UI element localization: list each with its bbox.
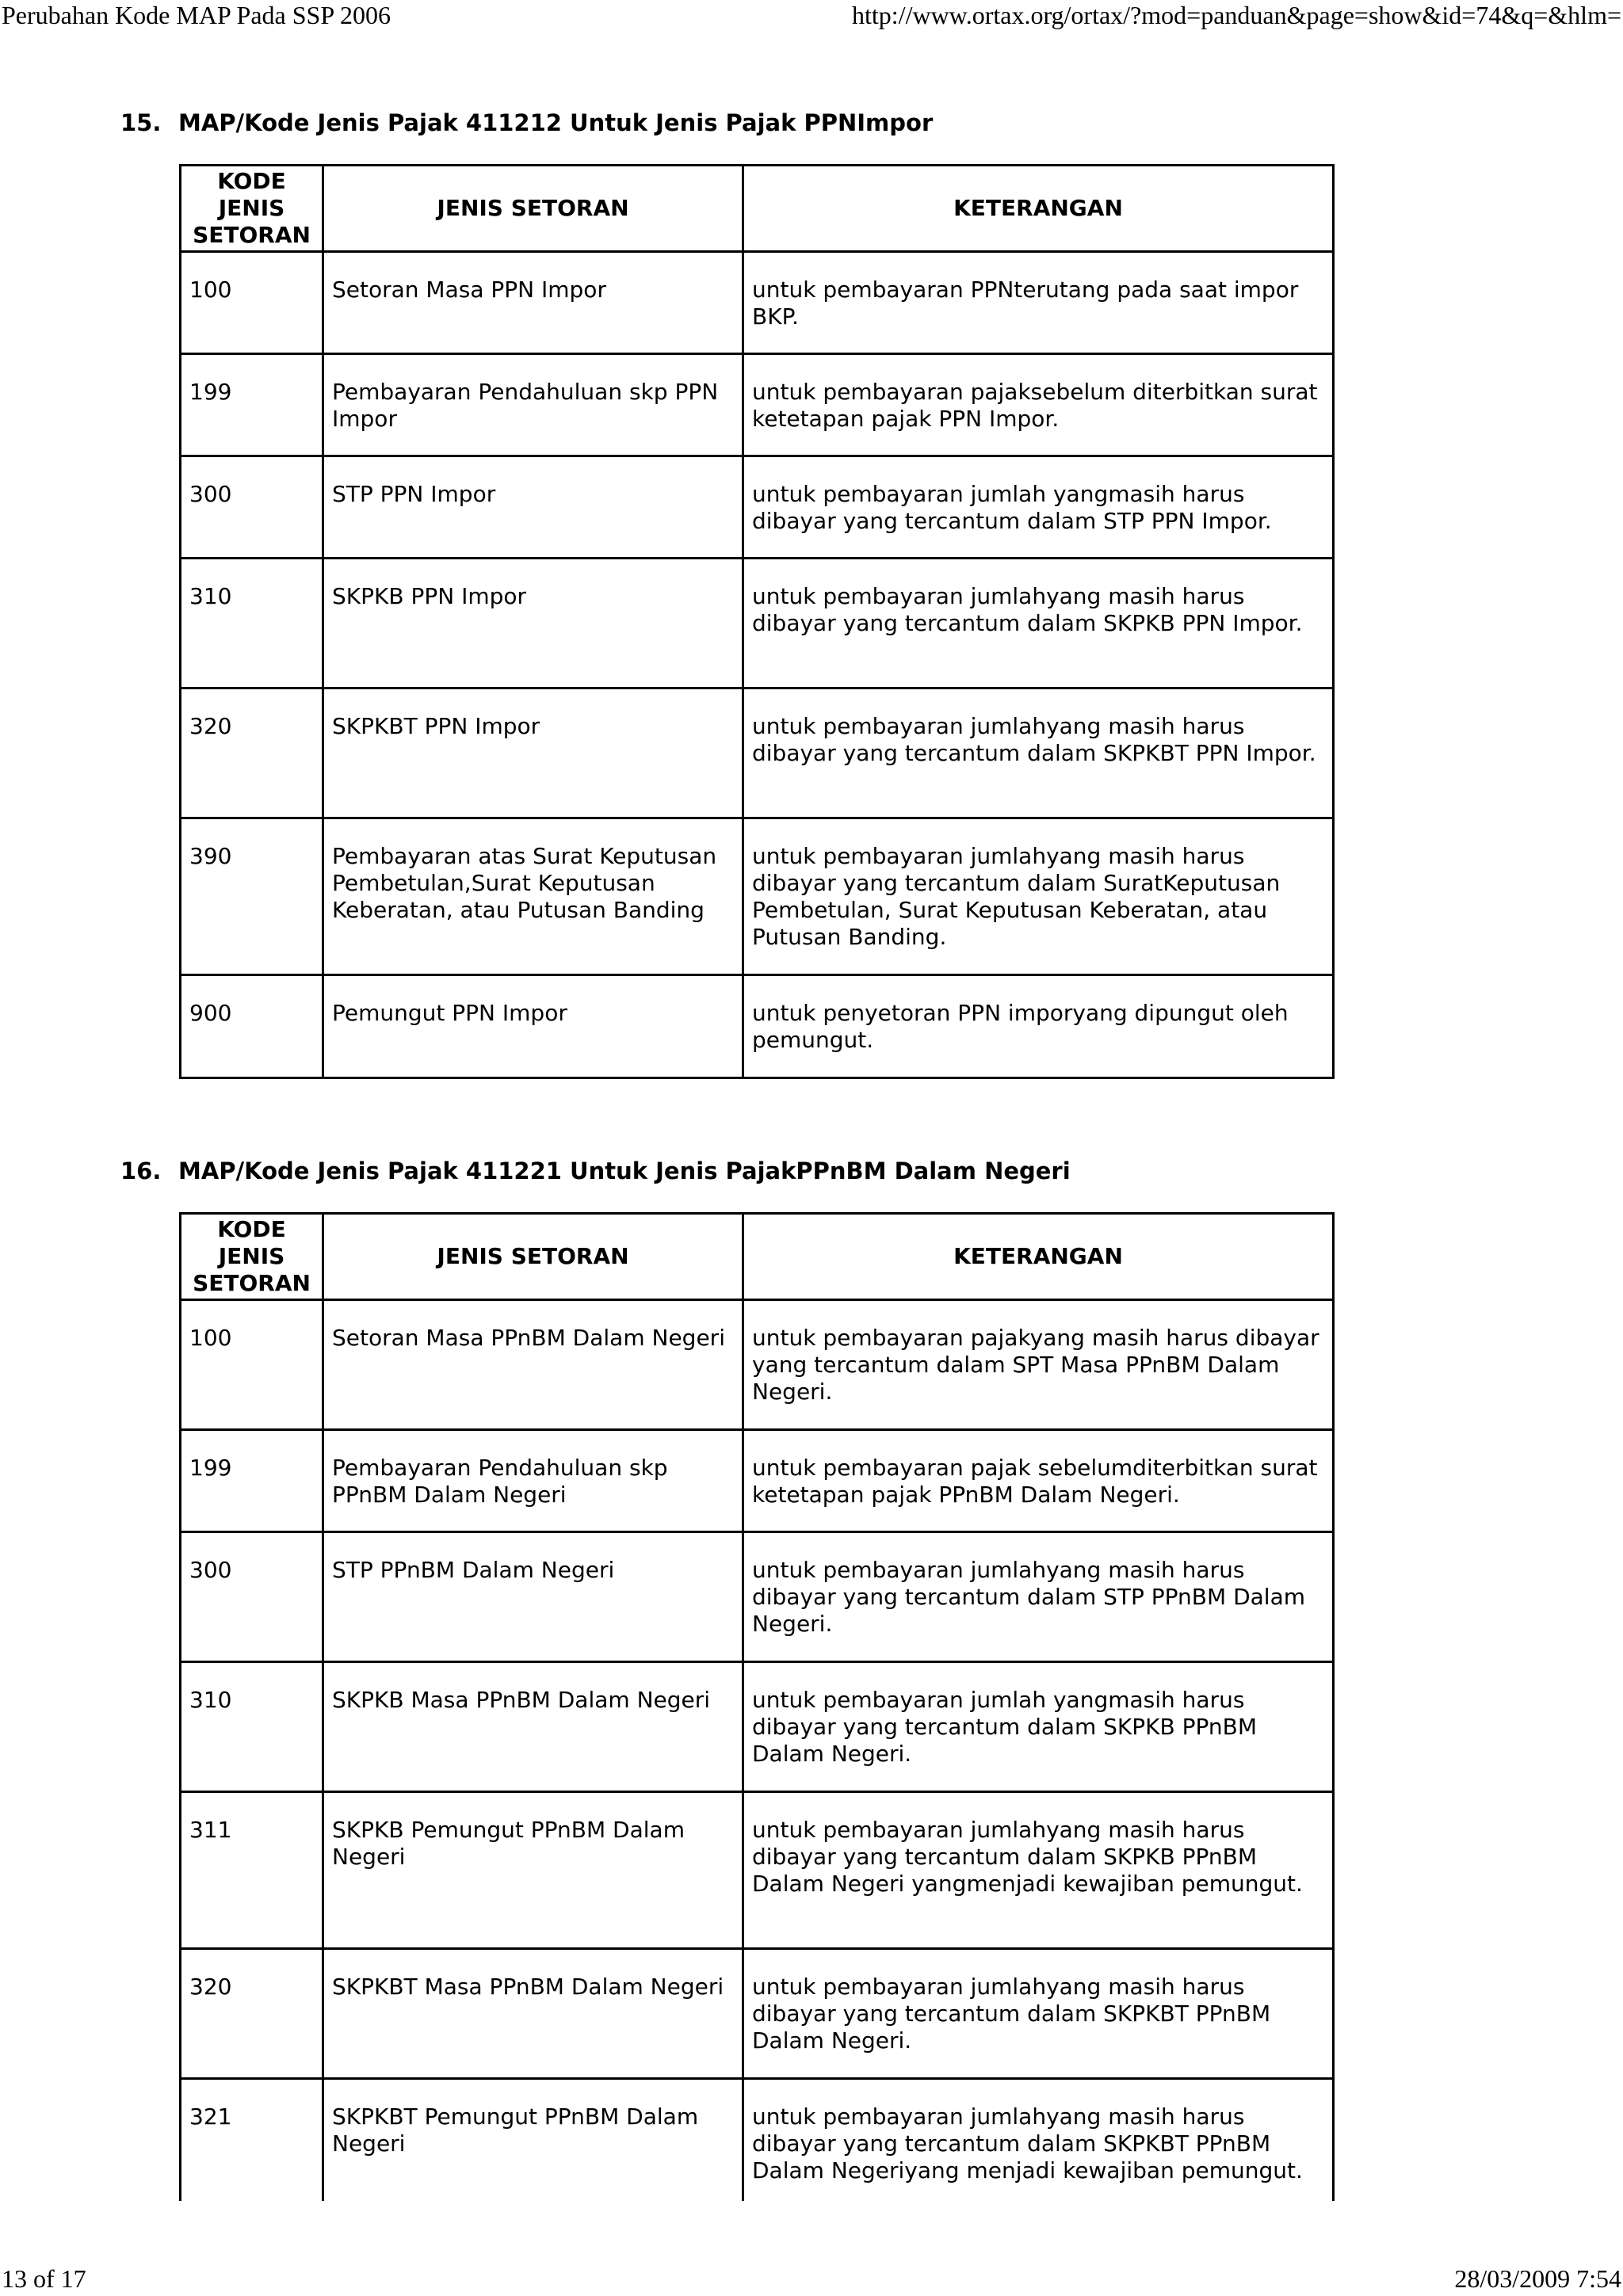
cell-keterangan: untuk pembayaran pajakyang masih harus dibayar yang tercantum dalam SPT Masa PPnBM Dalam Negeri. — [743, 1300, 1334, 1430]
cell-kode: 310 — [181, 1662, 323, 1792]
cell-kode: 199 — [181, 354, 323, 456]
page-counter: 13 of 17 — [2, 2264, 86, 2293]
cell-kode: 310 — [181, 559, 323, 688]
cell-kode: 300 — [181, 1532, 323, 1662]
cell-kode: 100 — [181, 252, 323, 354]
cell-keterangan: untuk penyetoran PPN imporyang dipungut oleh pemungut. — [743, 975, 1334, 1078]
cell-keterangan: untuk pembayaran jumlahyang masih harus dibayar yang tercantum dalam SKPKBT PPnBM Dalam Negeriyang menjadi kewajiban pemungut. — [743, 2079, 1334, 2202]
map-table-411221 — [179, 1212, 1335, 2201]
cell-jenis: SKPKBT Masa PPnBM Dalam Negeri — [323, 1949, 743, 2079]
table-row — [181, 456, 1334, 559]
column-header-keterangan: KETERANGAN — [743, 166, 1334, 252]
cell-kode: 100 — [181, 1300, 323, 1430]
table-row — [181, 688, 1334, 818]
cell-jenis: SKPKB Masa PPnBM Dalam Negeri — [323, 1662, 743, 1792]
cell-kode: 199 — [181, 1430, 323, 1532]
cell-kode: 300 — [181, 456, 323, 559]
cell-keterangan: untuk pembayaran PPNterutang pada saat impor BKP. — [743, 252, 1334, 354]
cell-jenis: SKPKB PPN Impor — [323, 559, 743, 688]
cell-kode: 321 — [181, 2079, 323, 2202]
section-title: MAP/Kode Jenis Pajak 411221 Untuk Jenis PajakPPnBM Dalam Negeri — [178, 1158, 1071, 1184]
cell-keterangan: untuk pembayaran pajak sebelumditerbitkan surat ketetapan pajak PPnBM Dalam Negeri. — [743, 1430, 1334, 1532]
table-row — [181, 252, 1334, 354]
table-row — [181, 1430, 1334, 1532]
table-row — [181, 1300, 1334, 1430]
cell-keterangan: untuk pembayaran jumlahyang masih harus dibayar yang tercantum dalam SKPKB PPN Impor. — [743, 559, 1334, 688]
section-number: 16. — [120, 1158, 162, 1184]
cell-jenis: Setoran Masa PPnBM Dalam Negeri — [323, 1300, 743, 1430]
cell-jenis: Pembayaran Pendahuluan skp PPN Impor — [323, 354, 743, 456]
table-row — [181, 354, 1334, 456]
page-url: http://www.ortax.org/ortax/?mod=panduan&page=show&id=74&q=&hlm= — [852, 1, 1621, 29]
cell-jenis: SKPKB Pemungut PPnBM Dalam Negeri — [323, 1792, 743, 1949]
column-header-jenis: JENIS SETORAN — [323, 166, 743, 252]
table-row — [181, 1792, 1334, 1949]
section-number: 15. — [120, 109, 162, 136]
cell-kode: 320 — [181, 688, 323, 818]
document-title: Perubahan Kode MAP Pada SSP 2006 — [2, 1, 391, 29]
print-datetime: 28/03/2009 7:54 — [1454, 2264, 1621, 2293]
cell-keterangan: untuk pembayaran pajaksebelum diterbitkan surat ketetapan pajak PPN Impor. — [743, 354, 1334, 456]
cell-jenis: Pemungut PPN Impor — [323, 975, 743, 1078]
cell-jenis: SKPKBT PPN Impor — [323, 688, 743, 818]
section-title: MAP/Kode Jenis Pajak 411212 Untuk Jenis Pajak PPNImpor — [178, 109, 934, 136]
table-row — [181, 1662, 1334, 1792]
cell-jenis: Pembayaran atas Surat Keputusan Pembetulan,Surat Keputusan Keberatan, atau Putusan Banding — [323, 818, 743, 975]
table-row — [181, 975, 1334, 1078]
column-header-keterangan: KETERANGAN — [743, 1214, 1334, 1300]
section-heading-16 — [120, 1157, 1071, 1185]
cell-kode: 390 — [181, 818, 323, 975]
cell-kode: 900 — [181, 975, 323, 1078]
table-row — [181, 818, 1334, 975]
cell-keterangan: untuk pembayaran jumlahyang masih harus dibayar yang tercantum dalam STP PPnBM Dalam Negeri. — [743, 1532, 1334, 1662]
cell-kode: 311 — [181, 1792, 323, 1949]
table-row — [181, 1532, 1334, 1662]
cell-jenis: Pembayaran Pendahuluan skp PPnBM Dalam Negeri — [323, 1430, 743, 1532]
cell-keterangan: untuk pembayaran jumlahyang masih harus dibayar yang tercantum dalam SKPKBT PPnBM Dalam Negeri. — [743, 1949, 1334, 2079]
table-row — [181, 559, 1334, 688]
cell-jenis: SKPKBT Pemungut PPnBM Dalam Negeri — [323, 2079, 743, 2202]
column-header-jenis: JENIS SETORAN — [323, 1214, 743, 1300]
cell-keterangan: untuk pembayaran jumlah yangmasih harus dibayar yang tercantum dalam STP PPN Impor. — [743, 456, 1334, 559]
table-row — [181, 2079, 1334, 2202]
cell-jenis: STP PPN Impor — [323, 456, 743, 559]
cell-keterangan: untuk pembayaran jumlahyang masih harus dibayar yang tercantum dalam SKPKBT PPN Impor. — [743, 688, 1334, 818]
column-header-kode: KODE JENIS SETORAN — [181, 166, 323, 252]
section-heading-15 — [120, 109, 933, 137]
map-table-411212 — [179, 164, 1335, 1079]
cell-jenis: Setoran Masa PPN Impor — [323, 252, 743, 354]
table-header-row — [181, 1214, 1334, 1300]
cell-keterangan: untuk pembayaran jumlah yangmasih harus dibayar yang tercantum dalam SKPKB PPnBM Dalam Negeri. — [743, 1662, 1334, 1792]
cell-jenis: STP PPnBM Dalam Negeri — [323, 1532, 743, 1662]
column-header-kode: KODE JENIS SETORAN — [181, 1214, 323, 1300]
cell-kode: 320 — [181, 1949, 323, 2079]
table-header-row — [181, 166, 1334, 252]
cell-keterangan: untuk pembayaran jumlahyang masih harus dibayar yang tercantum dalam SuratKeputusan Pembetulan, Surat Keputusan Keberatan, atau Putusan Banding. — [743, 818, 1334, 975]
cell-keterangan: untuk pembayaran jumlahyang masih harus dibayar yang tercantum dalam SKPKB PPnBM Dalam Negeri yangmenjadi kewajiban pemungut. — [743, 1792, 1334, 1949]
table-row — [181, 1949, 1334, 2079]
